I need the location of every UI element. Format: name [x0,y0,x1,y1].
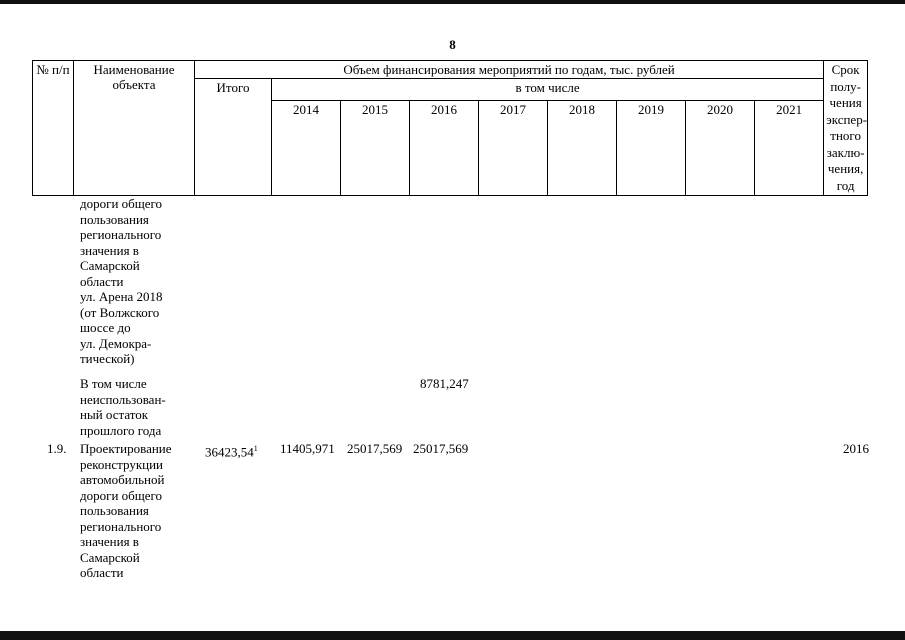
header-volume: Объем финансирования мероприятий по годам, тыс. рублей [195,61,824,79]
header-year-2015: 2015 [341,101,410,196]
header-year-2021: 2021 [755,101,824,196]
row-2014: 11405,971 [280,441,335,456]
itogo-footnote: 1 [253,444,258,453]
row-srok: 2016 [843,441,869,456]
header-v-tom-chisle: в том числе [272,79,824,101]
residual-value-2016: 8781,247 [420,376,469,391]
row-2015: 25017,569 [347,441,403,456]
header-num: № п/п [33,61,74,196]
row-name: Проектирование реконструкции автомобильной дороги общего пользования регионального значения в Самарской области [80,441,172,580]
page-number: 8 [449,37,456,52]
header-srok: Срок полу-чения экспер-тного заклю-чения, год [824,61,868,196]
scan-edge-bottom [0,631,905,640]
row-2016: 25017,569 [413,441,469,456]
header-year-2020: 2020 [686,101,755,196]
header-year-2017: 2017 [479,101,548,196]
header-year-2014: 2014 [272,101,341,196]
header-name: Наименование объекта [74,61,195,196]
header-itogo: Итого [195,79,272,196]
header-table [32,60,868,196]
header-year-2018: 2018 [548,101,617,196]
row-num: 1.9. [47,441,67,456]
residual-label: В том числе неиспользован- ный остаток прошлого года [80,376,166,438]
header-year-2019: 2019 [617,101,686,196]
scan-edge-top [0,0,905,4]
continued-name: дороги общего пользования регионального значения в Самарской области ул. Арена 2018 (от Волжского шоссе до ул. Демокра- тической) [80,196,163,366]
row-itogo: 36423,54$^1$ [205,444,258,460]
header-year-2016: 2016 [410,101,479,196]
